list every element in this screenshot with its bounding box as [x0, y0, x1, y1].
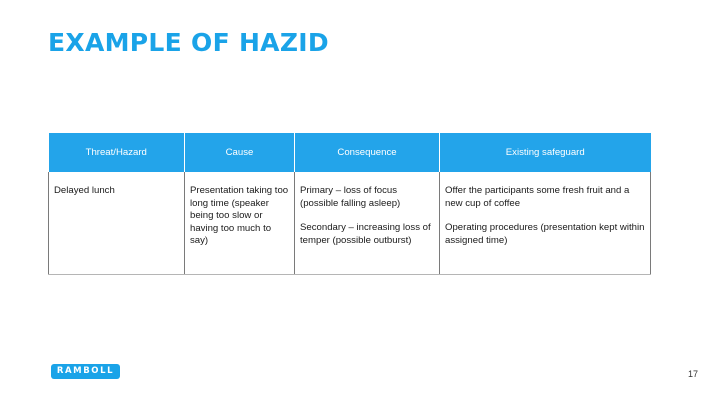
- safeguard-cell: [440, 172, 651, 275]
- header-existing-safeguard: Existing safeguard: [440, 133, 651, 172]
- header-cause: Cause: [185, 133, 295, 172]
- page-number: 17: [687, 369, 698, 379]
- hazid-table: [48, 133, 651, 275]
- primary-consequence: Primary – loss of focus (possible falling asleep): [300, 185, 401, 209]
- table-row: [49, 172, 651, 275]
- slide-title: EXAMPLE OF HAZID: [48, 28, 329, 57]
- safeguard-item: Operating procedures (presentation kept within assigned time): [445, 222, 645, 246]
- ramboll-logo: RAMBOLL: [51, 364, 120, 379]
- safeguard-item: Offer the participants some fresh fruit and a new cup of coffee: [445, 185, 630, 209]
- threat-cell: Delayed lunch: [49, 172, 185, 275]
- cause-cell: Presentation taking too long time (speaker being too slow or having too much to say): [185, 172, 295, 275]
- header-consequence: Consequence: [295, 133, 440, 172]
- table-header-row: [49, 133, 651, 172]
- consequence-cell: [295, 172, 440, 275]
- header-threat-hazard: Threat/Hazard: [49, 133, 185, 172]
- secondary-consequence: Secondary – increasing loss of temper (possible outburst): [300, 222, 431, 246]
